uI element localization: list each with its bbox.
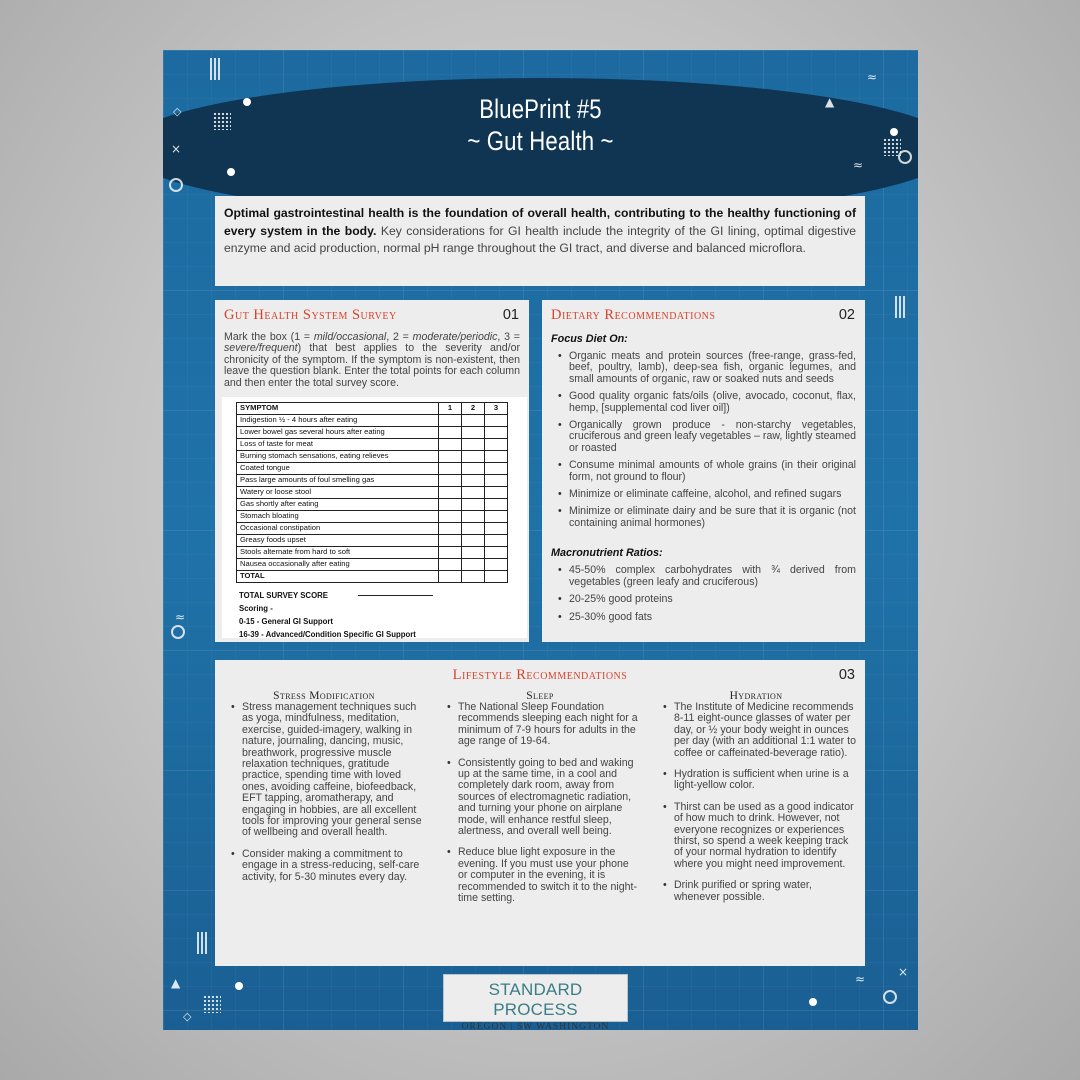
table-row: [237, 487, 508, 499]
wave-icon: ≈: [175, 610, 186, 624]
logo-main-text: STANDARD PROCESS: [488, 980, 583, 1019]
cross-icon: ×: [898, 965, 909, 979]
cross-icon: ×: [171, 142, 182, 156]
instr-part: Mark the box (1 =: [224, 331, 314, 343]
ring-icon: [171, 625, 185, 639]
ring-icon: [898, 150, 912, 164]
score-3-box[interactable]: [485, 427, 508, 439]
logo-sub-text: OREGON | SW WASHINGTON: [461, 1022, 610, 1030]
ring-icon: [169, 178, 183, 192]
score-3-box[interactable]: [485, 415, 508, 427]
symptom-cell: Watery or loose stool: [237, 487, 439, 499]
list-item: • Organically grown produce - non-starchy vegetables, cruciferous and green leafy vegetables – raw, lightly steamed or roasted: [551, 420, 856, 454]
instr-part: , 2 =: [386, 331, 413, 343]
score-2-box[interactable]: [462, 487, 485, 499]
score-1-box[interactable]: [439, 427, 462, 439]
page-title: [231, 93, 850, 157]
symptom-cell: Indigestion ½ - 4 hours after eating: [237, 415, 439, 427]
score-1-box[interactable]: [439, 559, 462, 571]
score-3-box[interactable]: [485, 451, 508, 463]
total-score-label: TOTAL SURVEY SCORE: [239, 591, 328, 600]
score-3-box[interactable]: [485, 511, 508, 523]
list-item: • Reduce blue light exposure in the evening. If you must use your phone or computer in the evening, it is recommended to switch it to the night-time setting.: [440, 847, 640, 904]
dot-icon: [235, 982, 243, 990]
scoring-range-2: 16-39 - Advanced/Condition Specific GI Support: [239, 630, 416, 639]
column-3-header: 3: [485, 403, 508, 415]
lifestyle-list: [656, 702, 856, 903]
column-heading: Stress Modification: [273, 690, 375, 702]
scoring-label: Scoring -: [239, 604, 273, 613]
symptom-cell: Stools alternate from hard to soft: [237, 547, 439, 559]
diamond-icon: ◇: [173, 105, 182, 118]
symptom-cell: Nausea occasionally after eating: [237, 559, 439, 571]
diamond-icon: ◇: [183, 1010, 192, 1023]
score-1-box[interactable]: [439, 415, 462, 427]
score-2-box[interactable]: [462, 427, 485, 439]
score-3-box[interactable]: [485, 535, 508, 547]
score-1-box[interactable]: [439, 535, 462, 547]
list-item: • 20-25% good proteins: [551, 594, 856, 605]
score-2-box[interactable]: [462, 439, 485, 451]
macro-label: Macronutrient Ratios:: [551, 547, 663, 560]
total-2-box[interactable]: [462, 571, 485, 583]
instr-mild: mild/occasional: [313, 331, 387, 343]
instr-severe: severe/frequent: [224, 342, 298, 355]
score-1-box[interactable]: [439, 511, 462, 523]
survey-form: [222, 397, 527, 638]
scoring-block: [236, 589, 513, 641]
symptom-cell: Stomach bloating: [237, 511, 439, 523]
symptom-cell: Loss of taste for meat: [237, 439, 439, 451]
survey-panel: [215, 300, 529, 642]
table-row: [237, 547, 508, 559]
list-item: • Minimize or eliminate dairy and be sure that it is organic (not containing animal hormones): [551, 506, 856, 529]
lifestyle-column: [224, 690, 424, 915]
list-item: • The National Sleep Foundation recommends sleeping each night for a minimum of 7-9 hours for adults in the age range of 19-64.: [440, 702, 640, 748]
score-1-box[interactable]: [439, 439, 462, 451]
list-item: • Minimize or eliminate caffeine, alcohol, and refined sugars: [551, 489, 856, 500]
table-row: [237, 427, 508, 439]
list-item: • Hydration is sufficient when urine is a light-yellow color.: [656, 769, 856, 792]
score-2-box[interactable]: [462, 499, 485, 511]
score-2-box[interactable]: [462, 535, 485, 547]
score-3-box[interactable]: [485, 439, 508, 451]
diet-panel: [542, 300, 865, 642]
triangle-icon: ▲: [825, 95, 835, 109]
list-item: • Good quality organic fats/oils (olive, avocado, coconut, flax, hemp, [supplemental cod liver oil]): [551, 391, 856, 414]
title-line: BluePrint #5: [479, 94, 602, 124]
score-2-box[interactable]: [462, 475, 485, 487]
diet-number: 02: [838, 307, 855, 323]
symptom-header: SYMPTOM: [237, 403, 439, 415]
symptom-cell: Gas shortly after eating: [237, 499, 439, 511]
scoring-range-1: 0-15 - General GI Support: [239, 617, 334, 626]
score-1-box[interactable]: [439, 451, 462, 463]
list-item: • Consume minimal amounts of whole grains (in their original form, not ground to flour): [551, 460, 856, 483]
intro-panel: [215, 196, 865, 286]
score-2-box[interactable]: [462, 463, 485, 475]
score-3-box[interactable]: [485, 559, 508, 571]
total-score-row: [239, 589, 513, 602]
total-row: [237, 571, 508, 583]
symptom-cell: Occasional constipation: [237, 523, 439, 535]
score-2-box[interactable]: [462, 547, 485, 559]
symptom-cell: Pass large amounts of foul smelling gas: [237, 475, 439, 487]
survey-number: 01: [502, 307, 519, 323]
score-2-box[interactable]: [462, 415, 485, 427]
focus-diet-label: Focus Diet On:: [551, 333, 628, 345]
diet-title: Dietary Recommendations: [551, 307, 716, 323]
dot-icon: [809, 998, 817, 1006]
dot-icon: [243, 98, 251, 106]
survey-title: Gut Health System Survey: [224, 307, 397, 323]
subtitle-line: ~ Gut Health ~: [467, 126, 614, 156]
wave-icon: ≈: [855, 972, 866, 986]
table-row: [237, 523, 508, 535]
score-3-box[interactable]: [485, 547, 508, 559]
lifestyle-title: Lifestyle Recommendations: [452, 667, 628, 683]
wave-icon: ≈: [853, 158, 864, 172]
macronutrient-list: [551, 565, 856, 623]
score-3-box[interactable]: [485, 475, 508, 487]
dot-grid-icon: [203, 995, 221, 1013]
score-1-box[interactable]: [439, 499, 462, 511]
instr-part: , 3 =: [497, 331, 520, 343]
lifestyle-column: [656, 690, 856, 915]
table-row: [237, 511, 508, 523]
standard-process-logo: [443, 974, 628, 1030]
column-1-header: 1: [439, 403, 462, 415]
barcode-decoration-icon: [895, 296, 907, 318]
list-item: • Stress management techniques such as yoga, mindfulness, meditation, exercise, guided-imagery, walking in nature, journaling, dancing, music, breathwork, progressive muscle relaxation techniques, gratitude practice, spending time with loved ones, avoiding caffeine, biofeedback, EFT tapping, aromatherapy, and engaging in hobbies, are all excellent tools for improving your general sense of wellbeing and overall health.: [224, 702, 424, 839]
total-1-box[interactable]: [439, 571, 462, 583]
table-row: [237, 535, 508, 547]
intro-bold-text: Optimal gastrointestinal health is the foundation of overall health, contributing to the healthy functioning of every system in the body.: [224, 206, 856, 238]
symptom-cell: Coated tongue: [237, 463, 439, 475]
table-row: [237, 499, 508, 511]
wave-icon: ≈: [867, 70, 878, 84]
table-row: [237, 439, 508, 451]
list-item: • 25-30% good fats: [551, 612, 856, 623]
lifestyle-panel: [215, 660, 865, 966]
dot-icon: [890, 128, 898, 136]
score-3-box[interactable]: [485, 463, 508, 475]
table-row: [237, 559, 508, 571]
survey-instructions: [224, 332, 520, 389]
instr-moderate: moderate/periodic: [412, 331, 498, 343]
column-heading: Hydration: [729, 690, 783, 702]
score-2-box[interactable]: [462, 559, 485, 571]
lifestyle-column: [440, 690, 640, 915]
blueprint-poster: [163, 50, 918, 1030]
list-item: • Consistently going to bed and waking up at the same time, in a cool and completely dark room, away from sources of electromagnetic radiation, and turning your phone on airplane mode, will enhance restful sleep, alertness, and overall well being.: [440, 758, 640, 838]
list-item: • Consider making a commitment to engage in a stress-reducing, self-care activity, for 5-30 minutes every day.: [224, 849, 424, 883]
table-header-row: [237, 403, 508, 415]
focus-diet-list: [551, 351, 856, 529]
symptom-cell: Burning stomach sensations, eating relieves: [237, 451, 439, 463]
lifestyle-number: 03: [838, 667, 855, 683]
barcode-decoration-icon: [210, 58, 222, 80]
column-2-header: 2: [462, 403, 485, 415]
instr-part: ) that best applies to the severity and/or chronicity of the symptom. If the symptom is non-existent, then leave the question blank. Enter the total points for each column and then enter the total survey score.: [224, 342, 520, 389]
lifestyle-columns: [224, 690, 856, 915]
total-3-box[interactable]: [485, 571, 508, 583]
score-3-box[interactable]: [485, 487, 508, 499]
column-heading: Sleep: [526, 690, 554, 702]
score-2-box[interactable]: [462, 523, 485, 535]
score-1-box[interactable]: [439, 475, 462, 487]
total-label: TOTAL: [237, 571, 439, 583]
total-score-field[interactable]: [358, 595, 433, 596]
lifestyle-list: [440, 702, 640, 905]
score-1-box[interactable]: [439, 487, 462, 499]
table-row: [237, 415, 508, 427]
score-3-box[interactable]: [485, 499, 508, 511]
table-row: [237, 463, 508, 475]
dot-grid-icon: [213, 112, 231, 130]
dot-icon: [227, 168, 235, 176]
barcode-decoration-icon: [197, 932, 209, 954]
score-1-box[interactable]: [439, 463, 462, 475]
table-row: [237, 451, 508, 463]
score-2-box[interactable]: [462, 451, 485, 463]
score-3-box[interactable]: [485, 523, 508, 535]
lifestyle-list: [224, 702, 424, 883]
list-item: • Thirst can be used as a good indicator of how much to drink. However, not everyone recognizes or experiences thirst, so spend a week keeping track of your normal hydration to identify where you might need improvement.: [656, 802, 856, 870]
list-item: • The Institute of Medicine recommends 8-11 eight-ounce glasses of water per day, or ½ your body weight in ounces per day (with an additional 1:1 water to coffee or caffeinated-beverage ratio).: [656, 702, 856, 759]
symptom-cell: Lower bowel gas several hours after eating: [237, 427, 439, 439]
triangle-icon: ▲: [171, 976, 181, 990]
score-2-box[interactable]: [462, 511, 485, 523]
intro-text: Key considerations for GI health include the integrity of the GI lining, optimal digestive enzyme and acid production, normal pH range throughout the GI tract, and diverse and balanced microflora.: [224, 223, 856, 256]
score-1-box[interactable]: [439, 523, 462, 535]
list-item: • Organic meats and protein sources (free-range, grass-fed, beef, poultry, lamb), deep-sea fish, organic legumes, and small amounts of organic, raw or soaked nuts and seeds: [551, 351, 856, 385]
symptom-table: [236, 402, 508, 583]
ring-icon: [883, 990, 897, 1004]
table-row: [237, 475, 508, 487]
symptom-cell: Greasy foods upset: [237, 535, 439, 547]
score-1-box[interactable]: [439, 547, 462, 559]
list-item: • 45-50% complex carbohydrates with ¾ derived from vegetables (green leafy and cruciferous): [551, 565, 856, 588]
list-item: • Drink purified or spring water, whenever possible.: [656, 880, 856, 903]
